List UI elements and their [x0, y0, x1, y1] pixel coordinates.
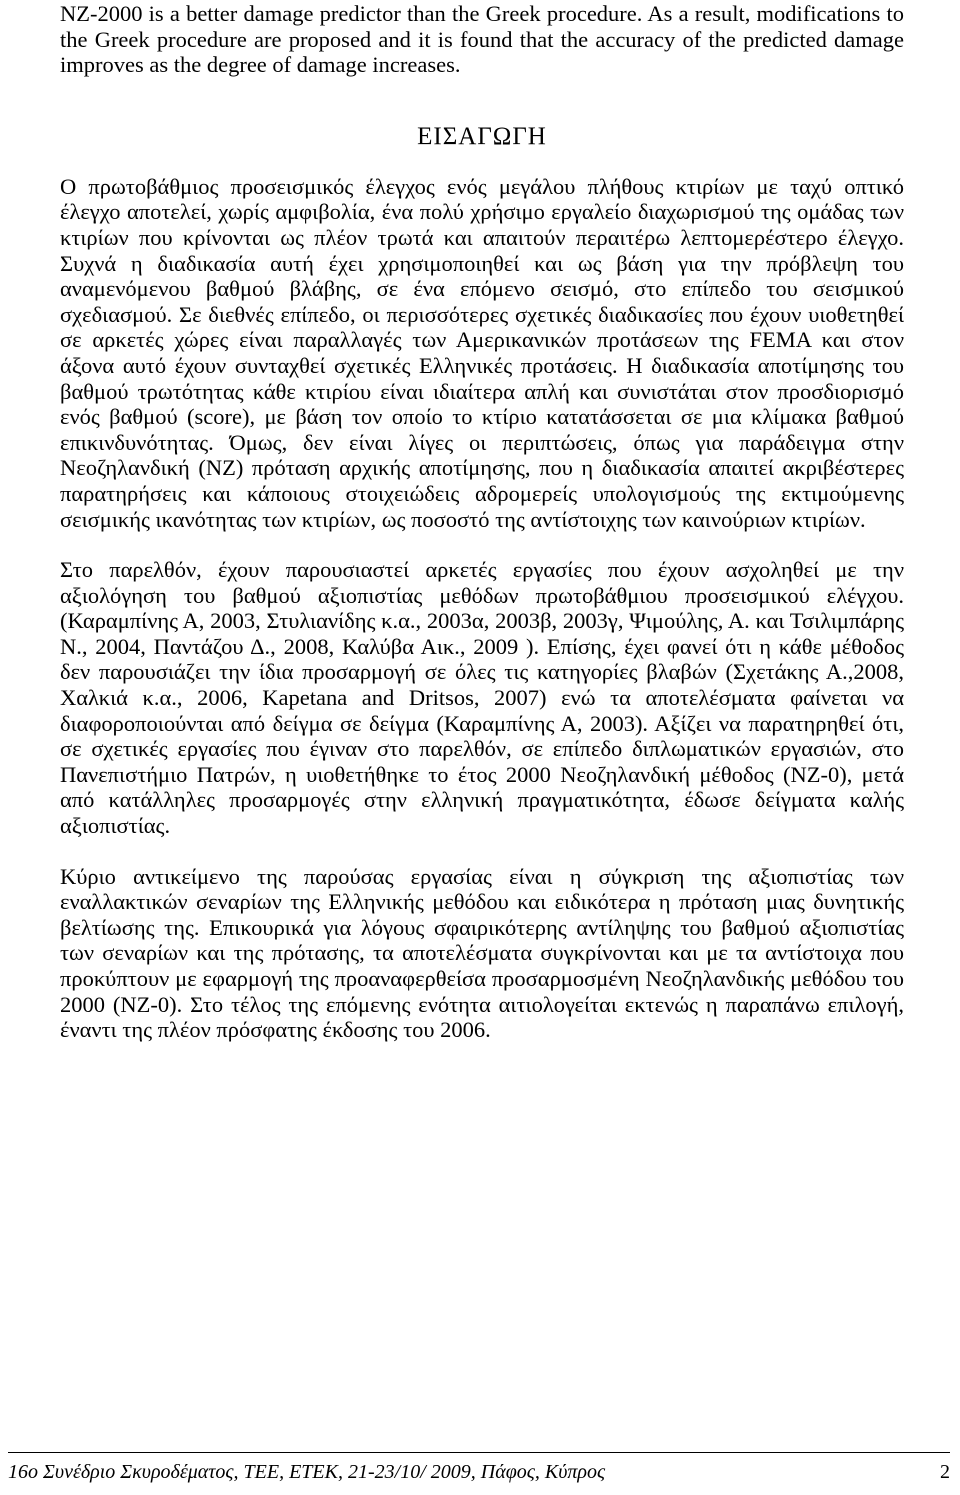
- conference-citation: 16ο Συνέδριο Σκυροδέματος, ΤΕΕ, ΕΤΕΚ, 21-23/10/ 2009, Πάφος, Κύπρος: [8, 1461, 606, 1483]
- paragraph-spacer: [60, 532, 904, 557]
- section-heading: ΕΙΣΑΓΩΓΗ: [417, 122, 547, 150]
- abstract-continuation: NZ-2000 is a better damage predictor than the Greek procedure. As a result, modifications to the Greek procedure are proposed and it is found that the accuracy of the predicted damage improves as the degree of damage increases.: [60, 1, 904, 78]
- body-paragraph-2: Στο παρελθόν, έχουν παρουσιαστεί αρκετές εργασίες που έχουν ασχοληθεί με την αξιολόγηση του βαθμού αξιοπιστίας μεθόδων πρωτοβάθμιου προσεισμικού ελέγχου. (Καραμπίνης Α, 2003, Στυλιανίδης κ.α., 2003α, 2003β, 2003γ, Ψιμούλης, Α. και Τσιλιμπάρης Ν., 2004, Παντάζου Δ., 2008, Καλύβα Αικ., 2009 ). Επίσης, έχει φανεί ότι η κάθε μέθοδος δεν παρουσιάζει την ίδια προσαρμογή σε όλες τις κατηγορίες βλαβών (Σχετάκης Α.,2008, Χαλκιά κ.α., 2006, Kapetana and Dritsos, 2007) ενώ τα αποτελέσματα φαίνεται να διαφοροποιούνται από δείγμα σε δείγμα (Καραμπίνης Α, 2003). Αξίζει να παρατηρηθεί ότι, σε σχετικές εργασίες που έγιναν στο παρελθόν, σε επίπεδο διπλωματικών εργασιών, στο Πανεπιστήμιο Πατρών, η υιοθετήθηκε το έτος 2000 Νεοζηλανδική μέθοδος (NZ-0), μετά από κατάλληλες προσαρμογές στην ελληνική πραγματικότητα, έδωσε δείγματα καλής αξιοπιστίας.: [60, 557, 904, 839]
- paragraph-spacer: [60, 839, 904, 864]
- body-paragraph-1: Ο πρωτοβάθμιος προσεισμικός έλεγχος ενός μεγάλου πλήθους κτιρίων με ταχύ οπτικό έλεγχο αποτελεί, χωρίς αμφιβολία, ένα πολύ χρήσιμο εργαλείο διαχωρισμού της ομάδας των κτιρίων που κρίνονται ως πλέον τρωτά και απαιτούν περαιτέρω λεπτομερέστερο έλεγχο. Συχνά η διαδικασία αυτή έχει χρησιμοποιηθεί και ως βάση για την πρόβλεψη του αναμενόμενου βαθμού βλάβης, σε ένα επόμενο σεισμό, στο επίπεδο του σεισμικού σχεδιασμού. Σε διεθνές επίπεδο, οι περισσότερες σχετικές διαδικασίες που έχουν υιοθετηθεί σε αρκετές χώρες είναι παραλλαγές των Αμερικανικών προτάσεων της FEMA και στον άξονα αυτό έχουν συνταχθεί σχετικές Ελληνικές προτάσεις. Η διαδικασία αποτίμησης του βαθμού τρωτότητας κάθε κτιρίου είναι ιδιαίτερα απλή και συνιστάται στον προσδιορισμό ενός βαθμού (score), με βάση τον οποίο το κτίριο κατατάσσεται σε μια κλίμακα βαθμού επικινδυνότητας. Όμως, δεν είναι λίγες οι περιπτώσεις, όπως για παράδειγμα στην Νεοζηλανδική (NZ) πρόταση αρχικής αποτίμησης, που η διαδικασία απαιτεί ακριβέστερες παρατηρήσεις και κάποιους στοιχειώδεις αδρομερείς υπολογισμούς της εκτιμούμενης σεισμικής ικανότητας των κτιρίων, ως ποσοστό της αντίστοιχης των καινούριων κτιρίων.: [60, 173, 904, 532]
- page-footer: [8, 1452, 950, 1485]
- document-page: [60, 0, 904, 1043]
- body-paragraph-3: Κύριο αντικείμενο της παρούσας εργασίας είναι η σύγκριση της αξιοπιστίας των εναλλακτικών σεναρίων της Ελληνικής μεθόδου και ειδικότερα η πρόταση μιας δυνητικής βελτίωσης της. Επικουρικά για λόγους σφαιρικότερης αντίληψης του βαθμού αξιοπιστίας των σεναρίων και της πρότασης, τα αποτελέσματα συγκρίνονται και με τα αντίστοιχα που προκύπτουν με εφαρμογή της προαναφερθείσα προσαρμοσμένη Νεοζηλανδικής μεθόδου του 2000 (NZ-0). Στο τέλος της επόμενης ενότητα αιτιολογείται εκτενώς η παραπάνω επιλογή, έναντι της πλέον πρόσφατης έκδοσης του 2006.: [60, 863, 904, 1043]
- page-number: 2: [940, 1461, 950, 1483]
